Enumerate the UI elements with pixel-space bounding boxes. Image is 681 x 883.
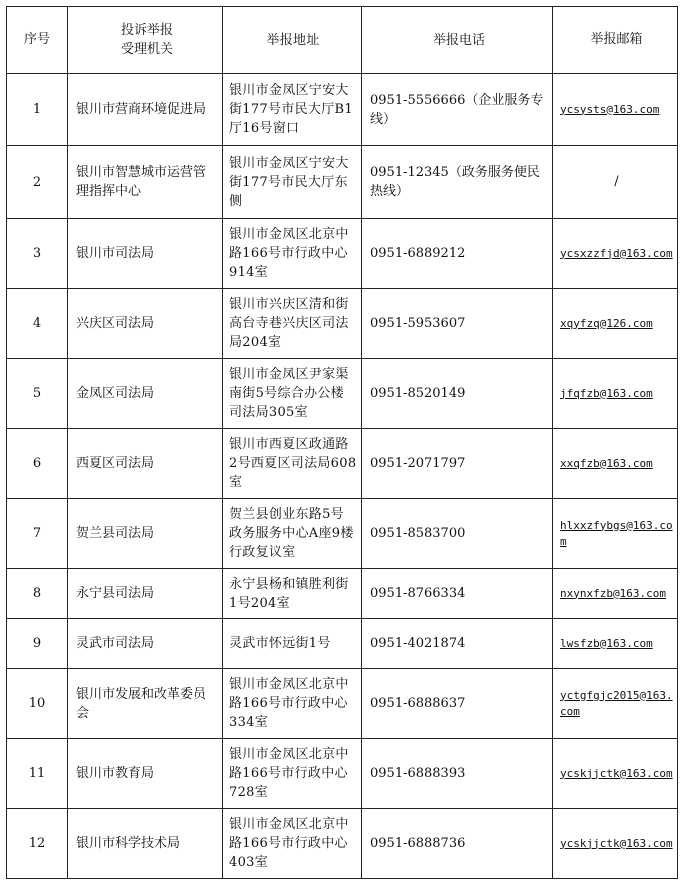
- email-none: /: [614, 174, 619, 189]
- row-num: 5: [7, 359, 68, 429]
- row-num: 12: [7, 809, 68, 879]
- row-num: 8: [7, 569, 68, 619]
- table-row: [7, 429, 678, 499]
- table-body: [7, 74, 678, 879]
- email-link[interactable]: nxynxfzb@163.com: [560, 586, 666, 600]
- row-org: 银川市智慧城市运营管理指挥中心: [68, 146, 223, 219]
- row-org: 贺兰县司法局: [68, 499, 223, 569]
- complaint-contact-table: [6, 6, 678, 879]
- row-num: 11: [7, 739, 68, 809]
- header-org: [68, 7, 223, 74]
- email-link[interactable]: xqyfzq@126.com: [560, 316, 653, 330]
- row-addr: 银川市金凤区宁安大街177号市民大厅B1厅16号窗口: [223, 74, 362, 146]
- email-link[interactable]: yctgfgjc2015@163.com: [560, 688, 673, 718]
- row-phone: 0951-4021874: [362, 619, 553, 669]
- row-addr: 银川市金凤区尹家渠南街5号综合办公楼司法局305室: [223, 359, 362, 429]
- row-num: 3: [7, 219, 68, 289]
- row-num: 7: [7, 499, 68, 569]
- header-num: 序号: [7, 7, 68, 74]
- header-phone: 举报电话: [362, 7, 553, 74]
- row-addr: 银川市西夏区政通路2号西夏区司法局608室: [223, 429, 362, 499]
- row-phone: 0951-6889212: [362, 219, 553, 289]
- row-addr: 灵武市怀远街1号: [223, 619, 362, 669]
- row-org: 兴庆区司法局: [68, 289, 223, 359]
- table-row: [7, 569, 678, 619]
- row-phone: 0951-5556666（企业服务专线）: [362, 74, 553, 146]
- header-row: [7, 7, 678, 74]
- header-email: 举报邮箱: [553, 7, 678, 74]
- row-email[interactable]: [553, 569, 678, 619]
- row-num: 6: [7, 429, 68, 499]
- row-email: [553, 146, 678, 219]
- email-link[interactable]: hlxxzfybgs@163.com: [560, 518, 673, 548]
- row-addr: 贺兰县创业东路5号政务服务中心A座9楼行政复议室: [223, 499, 362, 569]
- row-email[interactable]: [553, 429, 678, 499]
- row-org: 灵武市司法局: [68, 619, 223, 669]
- row-email[interactable]: [553, 289, 678, 359]
- row-email[interactable]: [553, 809, 678, 879]
- table-row: [7, 146, 678, 219]
- table-row: [7, 809, 678, 879]
- email-link[interactable]: xxqfzb@163.com: [560, 456, 653, 470]
- table-row: [7, 359, 678, 429]
- row-email[interactable]: [553, 359, 678, 429]
- row-num: 1: [7, 74, 68, 146]
- email-link[interactable]: ycsxzzfjd@163.com: [560, 246, 673, 260]
- table-row: [7, 669, 678, 739]
- row-num: 4: [7, 289, 68, 359]
- row-phone: 0951-6888637: [362, 669, 553, 739]
- row-phone: 0951-6888393: [362, 739, 553, 809]
- row-phone: 0951-5953607: [362, 289, 553, 359]
- row-phone: 0951-2071797: [362, 429, 553, 499]
- row-org: 金凤区司法局: [68, 359, 223, 429]
- table-row: [7, 619, 678, 669]
- row-num: 10: [7, 669, 68, 739]
- row-email[interactable]: [553, 499, 678, 569]
- row-num: 2: [7, 146, 68, 219]
- email-link[interactable]: ycskjjctk@163.com: [560, 836, 673, 850]
- email-link[interactable]: ycsysts@163.com: [560, 102, 660, 116]
- email-link[interactable]: ycskjjctk@163.com: [560, 766, 673, 780]
- row-email[interactable]: [553, 74, 678, 146]
- row-phone: 0951-8520149: [362, 359, 553, 429]
- table-row: [7, 74, 678, 146]
- row-phone: 0951-12345（政务服务便民热线）: [362, 146, 553, 219]
- table-row: [7, 499, 678, 569]
- row-num: 9: [7, 619, 68, 669]
- row-email[interactable]: [553, 669, 678, 739]
- row-email[interactable]: [553, 739, 678, 809]
- row-phone: 0951-8766334: [362, 569, 553, 619]
- row-email[interactable]: [553, 219, 678, 289]
- row-addr: 银川市金凤区北京中路166号市行政中心403室: [223, 809, 362, 879]
- row-phone: 0951-6888736: [362, 809, 553, 879]
- row-org: 银川市科学技术局: [68, 809, 223, 879]
- row-org: 西夏区司法局: [68, 429, 223, 499]
- header-addr: 举报地址: [223, 7, 362, 74]
- row-addr: 银川市兴庆区清和街高台寺巷兴庆区司法局204室: [223, 289, 362, 359]
- table-row: [7, 219, 678, 289]
- row-org: 银川市营商环境促进局: [68, 74, 223, 146]
- row-phone: 0951-8583700: [362, 499, 553, 569]
- row-addr: 银川市金凤区宁安大街177号市民大厅东侧: [223, 146, 362, 219]
- row-addr: 银川市金凤区北京中路166号市行政中心334室: [223, 669, 362, 739]
- table-row: [7, 289, 678, 359]
- row-addr: 银川市金凤区北京中路166号市行政中心728室: [223, 739, 362, 809]
- header-org-line2: 受理机关: [120, 42, 173, 57]
- row-org: 银川市发展和改革委员会: [68, 669, 223, 739]
- row-org: 银川市教育局: [68, 739, 223, 809]
- row-addr: 永宁县杨和镇胜利街1号204室: [223, 569, 362, 619]
- email-link[interactable]: jfqfzb@163.com: [560, 386, 653, 400]
- row-addr: 银川市金凤区北京中路166号市行政中心914室: [223, 219, 362, 289]
- row-org: 银川市司法局: [68, 219, 223, 289]
- row-org: 永宁县司法局: [68, 569, 223, 619]
- row-email[interactable]: [553, 619, 678, 669]
- table-row: [7, 739, 678, 809]
- email-link[interactable]: lwsfzb@163.com: [560, 636, 653, 650]
- header-org-line1: 投诉举报: [120, 23, 173, 38]
